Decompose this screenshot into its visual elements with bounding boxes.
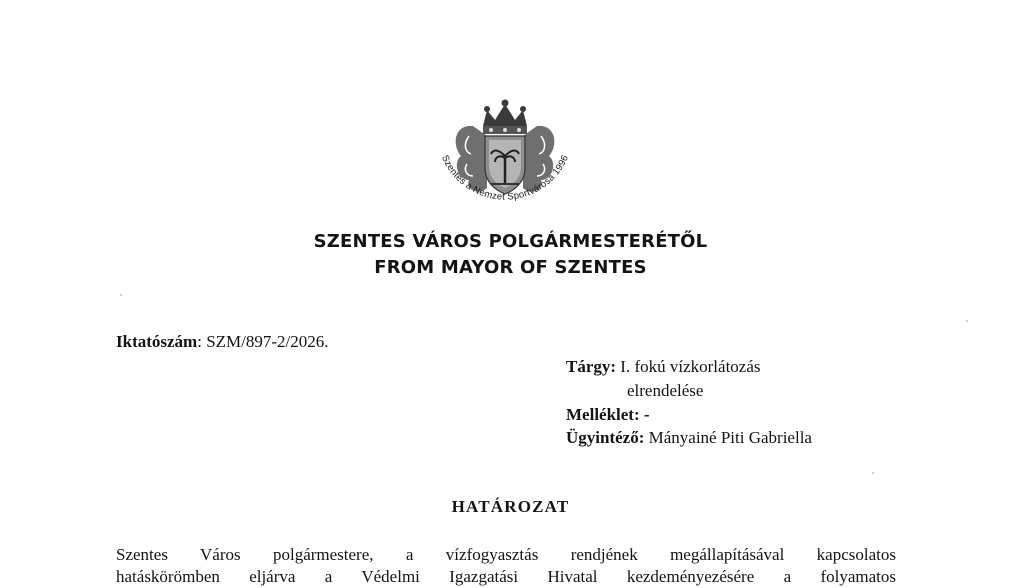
registration-label: Iktatószám <box>116 332 198 351</box>
registration-number <box>116 331 329 353</box>
body-paragraph-line: Szentes Város polgármestere, a vízfogyasztás rendjének megállapításával kapcsolatos <box>116 545 896 564</box>
attachment-label: Melléklet: <box>566 405 640 424</box>
body-paragraph-line: hatáskörömben eljárva a Védelmi Igazgatási Hivatal kezdeményezésére a folyamatos <box>116 567 896 586</box>
coat-of-arms <box>425 96 585 236</box>
issuer-title-english: FROM MAYOR OF SZENTES <box>374 257 647 278</box>
subject-label: Tárgy: <box>566 357 617 376</box>
crest-motto: Szentes a Nemzet Sportvárosa 1996 <box>438 153 571 203</box>
attachment-value: - <box>639 405 650 424</box>
scan-speck <box>966 320 968 322</box>
clerk-label: Ügyintéző: <box>566 428 645 447</box>
issuer-title: SZENTES VÁROS POLGÁRMESTERÉTŐL <box>313 231 708 252</box>
scan-speck <box>872 472 874 474</box>
attachment-line <box>566 404 650 426</box>
coat-of-arms-icon <box>425 96 585 236</box>
document-title: HATÁROZAT <box>451 497 570 516</box>
clerk-line <box>566 427 812 449</box>
registration-value: : SZM/897-2/2026. <box>197 332 329 351</box>
scan-speck <box>120 294 122 296</box>
subject-line <box>566 356 761 378</box>
subject-value: I. fokú vízkorlátozás <box>616 357 761 376</box>
clerk-value: Mányainé Piti Gabriella <box>644 428 812 447</box>
subject-value-continued: elrendelése <box>627 381 704 400</box>
